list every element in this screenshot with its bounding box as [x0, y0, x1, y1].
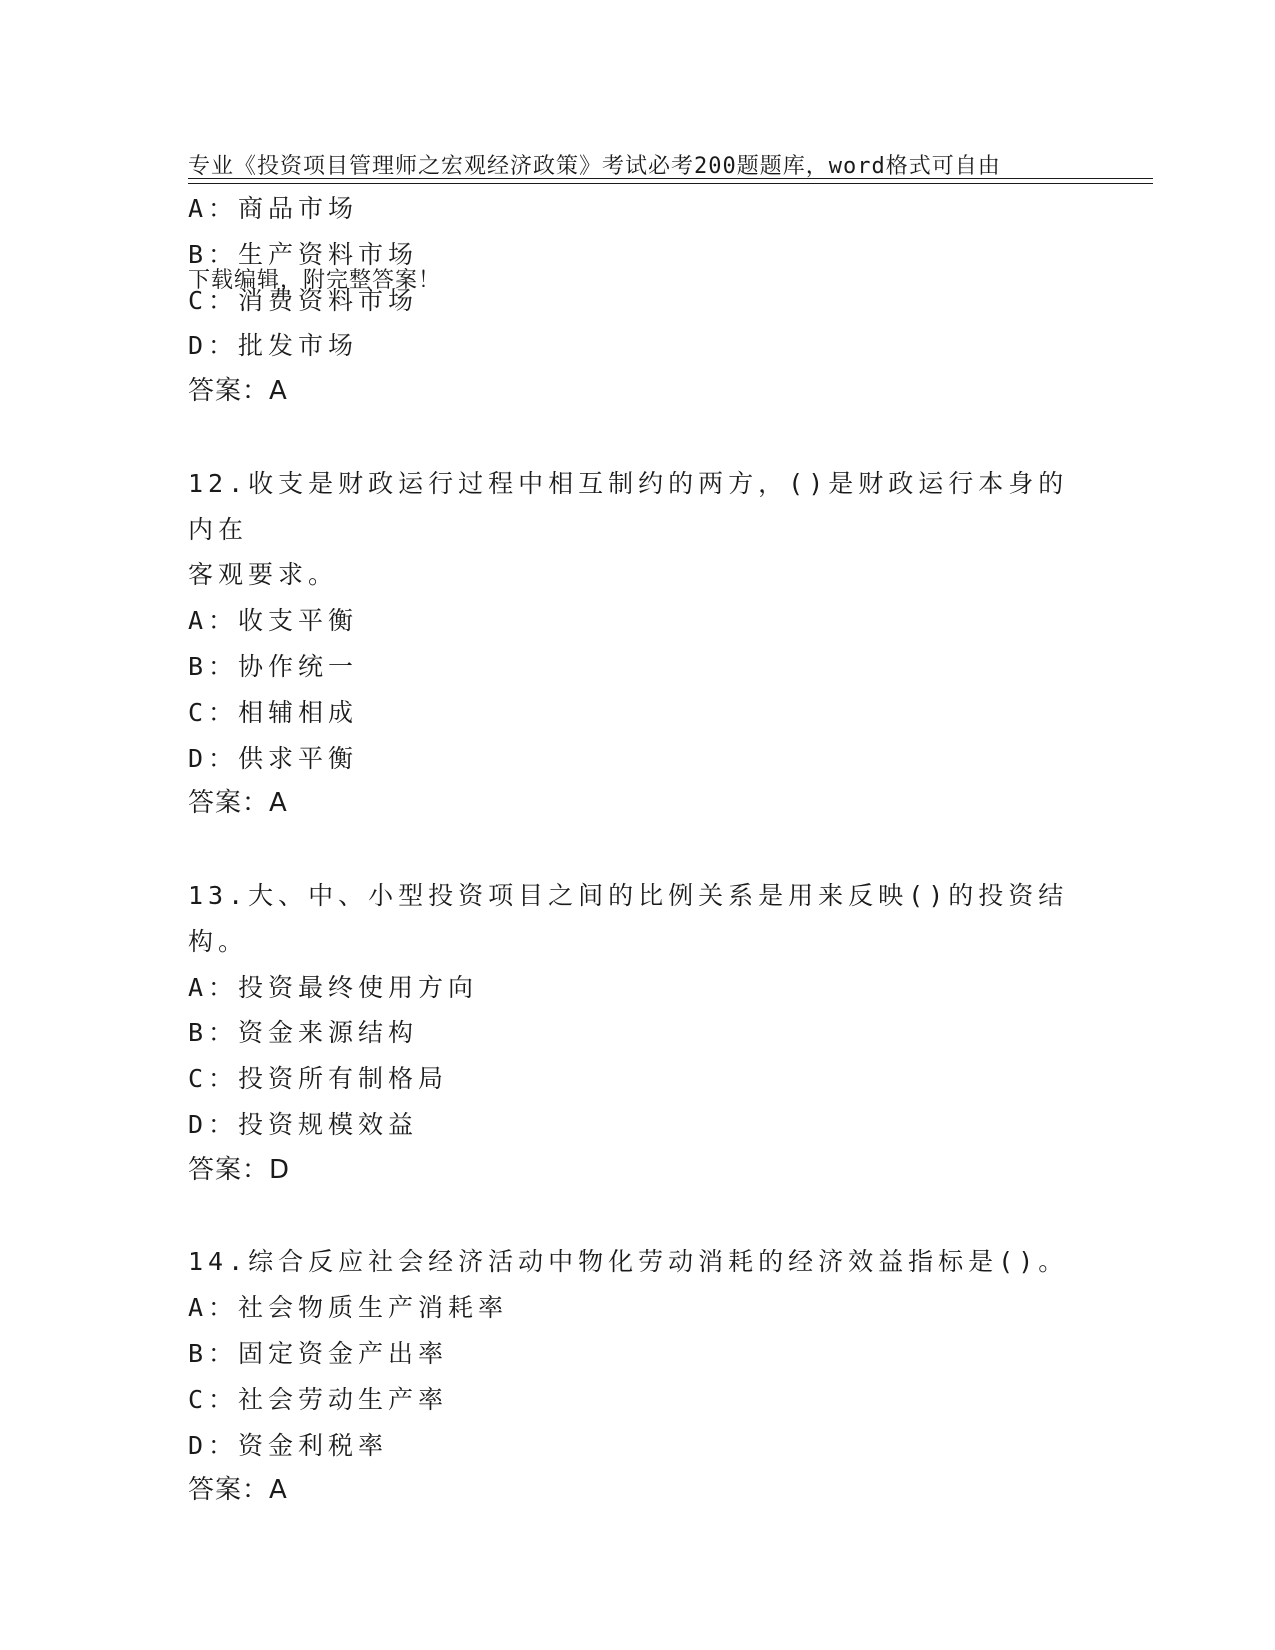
option-a: A：商品市场 — [188, 194, 359, 223]
option-a: A：社会物质生产消耗率 — [188, 1293, 509, 1323]
question-block-14 — [188, 1239, 1088, 1514]
question-text-line-1: 14.综合反应社会经济活动中物化劳动消耗的经济效益指标是()。 — [188, 1247, 1069, 1277]
question-block-12 — [188, 461, 1088, 827]
option-b: B：协作统一 — [188, 651, 359, 681]
header-line-2: 下载编辑，附完整答案！ — [188, 268, 442, 293]
header-divider-bottom — [188, 183, 1153, 184]
spacer — [188, 415, 1088, 461]
answer-line: 答案：A — [188, 788, 288, 819]
option-b: B：资金来源结构 — [188, 1018, 419, 1048]
option-d: D：资金利税率 — [188, 1430, 389, 1460]
option-c: C：消费资料市场 — [188, 285, 419, 315]
question-list — [188, 186, 1088, 1514]
answer-line: 答案：A — [188, 376, 288, 407]
option-d: D：批发市场 — [188, 331, 359, 361]
question-block-11 — [188, 186, 1088, 415]
header-line-1: 专业《投资项目管理师之宏观经济政策》考试必考200题题库，word格式可自由 — [188, 154, 1001, 179]
option-d: D：投资规模效益 — [188, 1109, 419, 1139]
option-c: C：相辅相成 — [188, 697, 359, 727]
option-d: D：供求平衡 — [188, 743, 359, 773]
option-a: A：收支平衡 — [188, 606, 359, 636]
option-a: A：投资最终使用方向 — [188, 972, 479, 1002]
option-b: B：生产资料市场 — [188, 239, 419, 269]
header-divider-top — [188, 178, 1153, 179]
option-b: B：固定资金产出率 — [188, 1338, 449, 1368]
spacer — [188, 1194, 1088, 1240]
question-text-line-1: 12.收支是财政运行过程中相互制约的两方，()是财政运行本身的内在 — [188, 468, 1069, 544]
spacer — [188, 827, 1088, 873]
question-text-line-2: 客观要求。 — [188, 560, 339, 590]
option-c: C：投资所有制格局 — [188, 1064, 449, 1094]
question-text-line-1: 13.大、中、小型投资项目之间的比例关系是用来反映()的投资结构。 — [188, 880, 1069, 956]
answer-line: 答案：A — [188, 1475, 288, 1506]
question-block-13 — [188, 873, 1088, 1194]
option-c: C：社会劳动生产率 — [188, 1384, 449, 1414]
answer-line: 答案：D — [188, 1154, 291, 1185]
